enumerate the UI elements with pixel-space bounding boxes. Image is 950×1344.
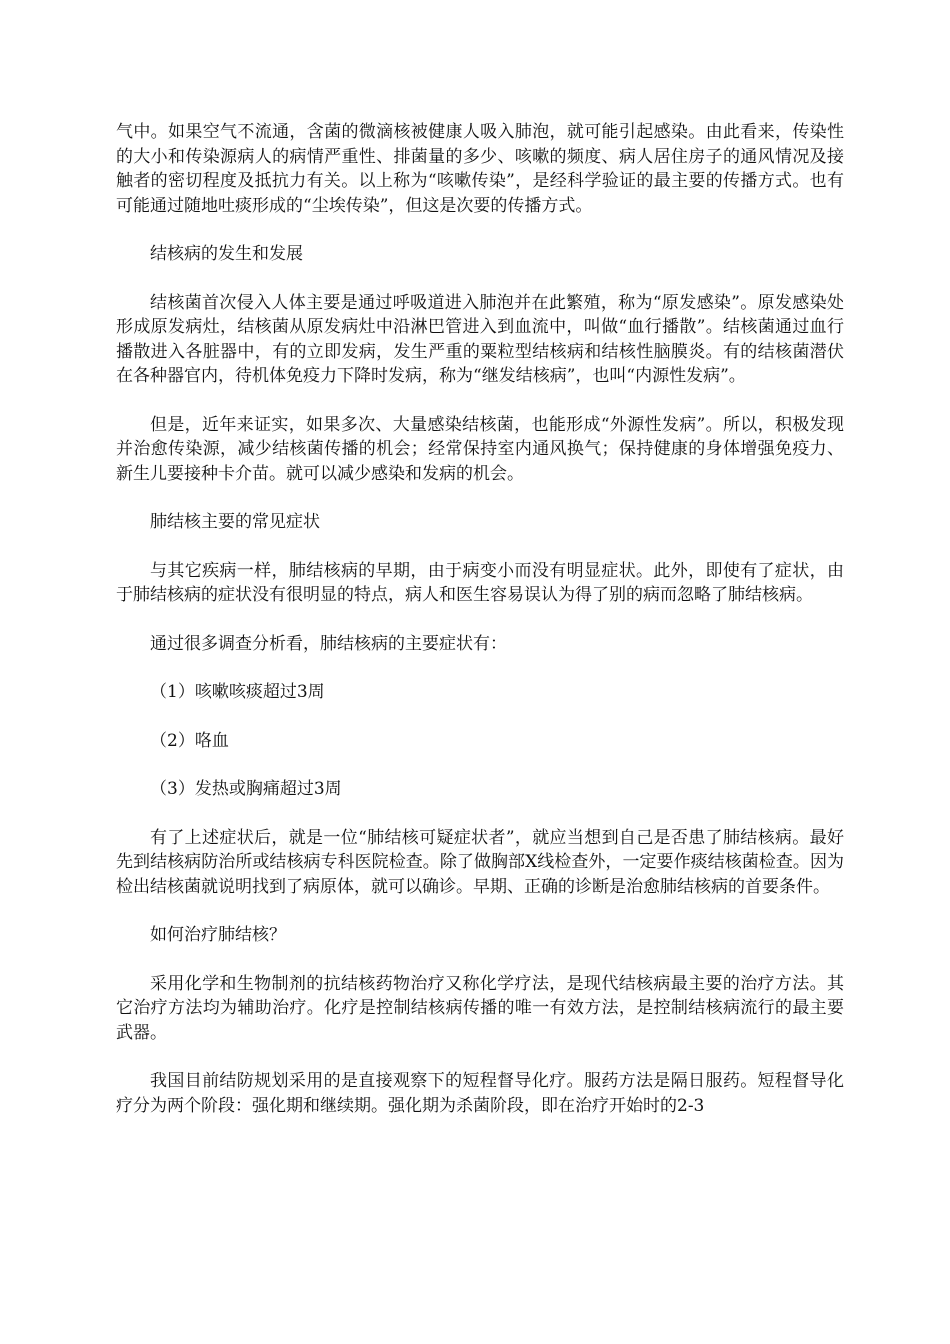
paragraph-chemotherapy: 采用化学和生物制剂的抗结核药物治疗又称化学疗法，是现代结核病最主要的治疗方法。其它治疗方法均为辅助治疗。化疗是控制结核病传播的唯一有效方法，是控制结核病流行的最主要武器。 (116, 973, 844, 1043)
list-item-cough: （1）咳嗽咳痰超过3周 (150, 682, 325, 702)
paragraph-survey-intro: 通过很多调查分析看，肺结核病的主要症状有： (150, 633, 507, 654)
list-item-fever-chest-pain: （3）发热或胸痛超过3周 (150, 779, 342, 799)
paragraph-diagnosis: 有了上述症状后，就是一位“肺结核可疑症状者”，就应当想到自己是否患了肺结核病。最好先到结核病防治所或结核病专科医院检查。除了做胸部X线检查外，一定要作痰结核菌检查。因为检出结核菌就说明找到了病原体，就可以确诊。早期、正确的诊断是治愈肺结核病的首要条件。 (116, 827, 844, 897)
list-item-hemoptysis: （2）咯血 (150, 730, 229, 751)
paragraph-exogenous-onset: 但是，近年来证实，如果多次、大量感染结核菌，也能形成“外源性发病”。所以，积极发现并治愈传染源，减少结核菌传播的机会；经常保持室内通风换气；保持健康的身体增强免疫力、新生儿要接种卡介苗。就可以减少感染和发病的机会。 (116, 414, 844, 484)
paragraph-primary-infection: 结核菌首次侵入人体主要是通过呼吸道进入肺泡并在此繁殖，称为“原发感染”。原发感染处形成原发病灶，结核菌从原发病灶中沿淋巴管进入到血流中，叫做“血行播散”。结核菌通过血行播散进入各脏器中，有的立即发病，发生严重的粟粒型结核病和结核性脑膜炎。有的结核菌潜伏在各种器官内，待机体免疫力下降时发病，称为“继发结核病”，也叫“内源性发病”。 (116, 292, 844, 386)
paragraph-transmission: 气中。如果空气不流通，含菌的微滴核被健康人吸入肺泡，就可能引起感染。由此看来，传染性的大小和传染源病人的病情严重性、排菌量的多少、咳嗽的频度、病人居住房子的通风情况及接触者的密切程度及抵抗力有关。以上称为“咳嗽传染”，是经科学验证的最主要的传播方式。也有可能通过随地吐痰形成的“尘埃传染”，但这是次要的传播方式。 (116, 122, 844, 216)
heading-common-symptoms: 肺结核主要的常见症状 (150, 512, 320, 532)
paragraph-short-course: 我国目前结防规划采用的是直接观察下的短程督导化疗。服药方法是隔日服药。短程督导化疗分为两个阶段：强化期和继续期。强化期为杀菌阶段，即在治疗开始时的2-3 (116, 1071, 844, 1116)
paragraph-early-symptoms: 与其它疾病一样，肺结核病的早期，由于病变小而没有明显症状。此外，即使有了症状，由于肺结核病的症状没有很明显的特点，病人和医生容易误认为得了别的病而忽略了肺结核病。 (116, 560, 844, 605)
heading-occurrence-development: 结核病的发生和发展 (150, 244, 303, 264)
document-page (116, 120, 844, 1142)
heading-treatment: 如何治疗肺结核？ (150, 925, 286, 945)
